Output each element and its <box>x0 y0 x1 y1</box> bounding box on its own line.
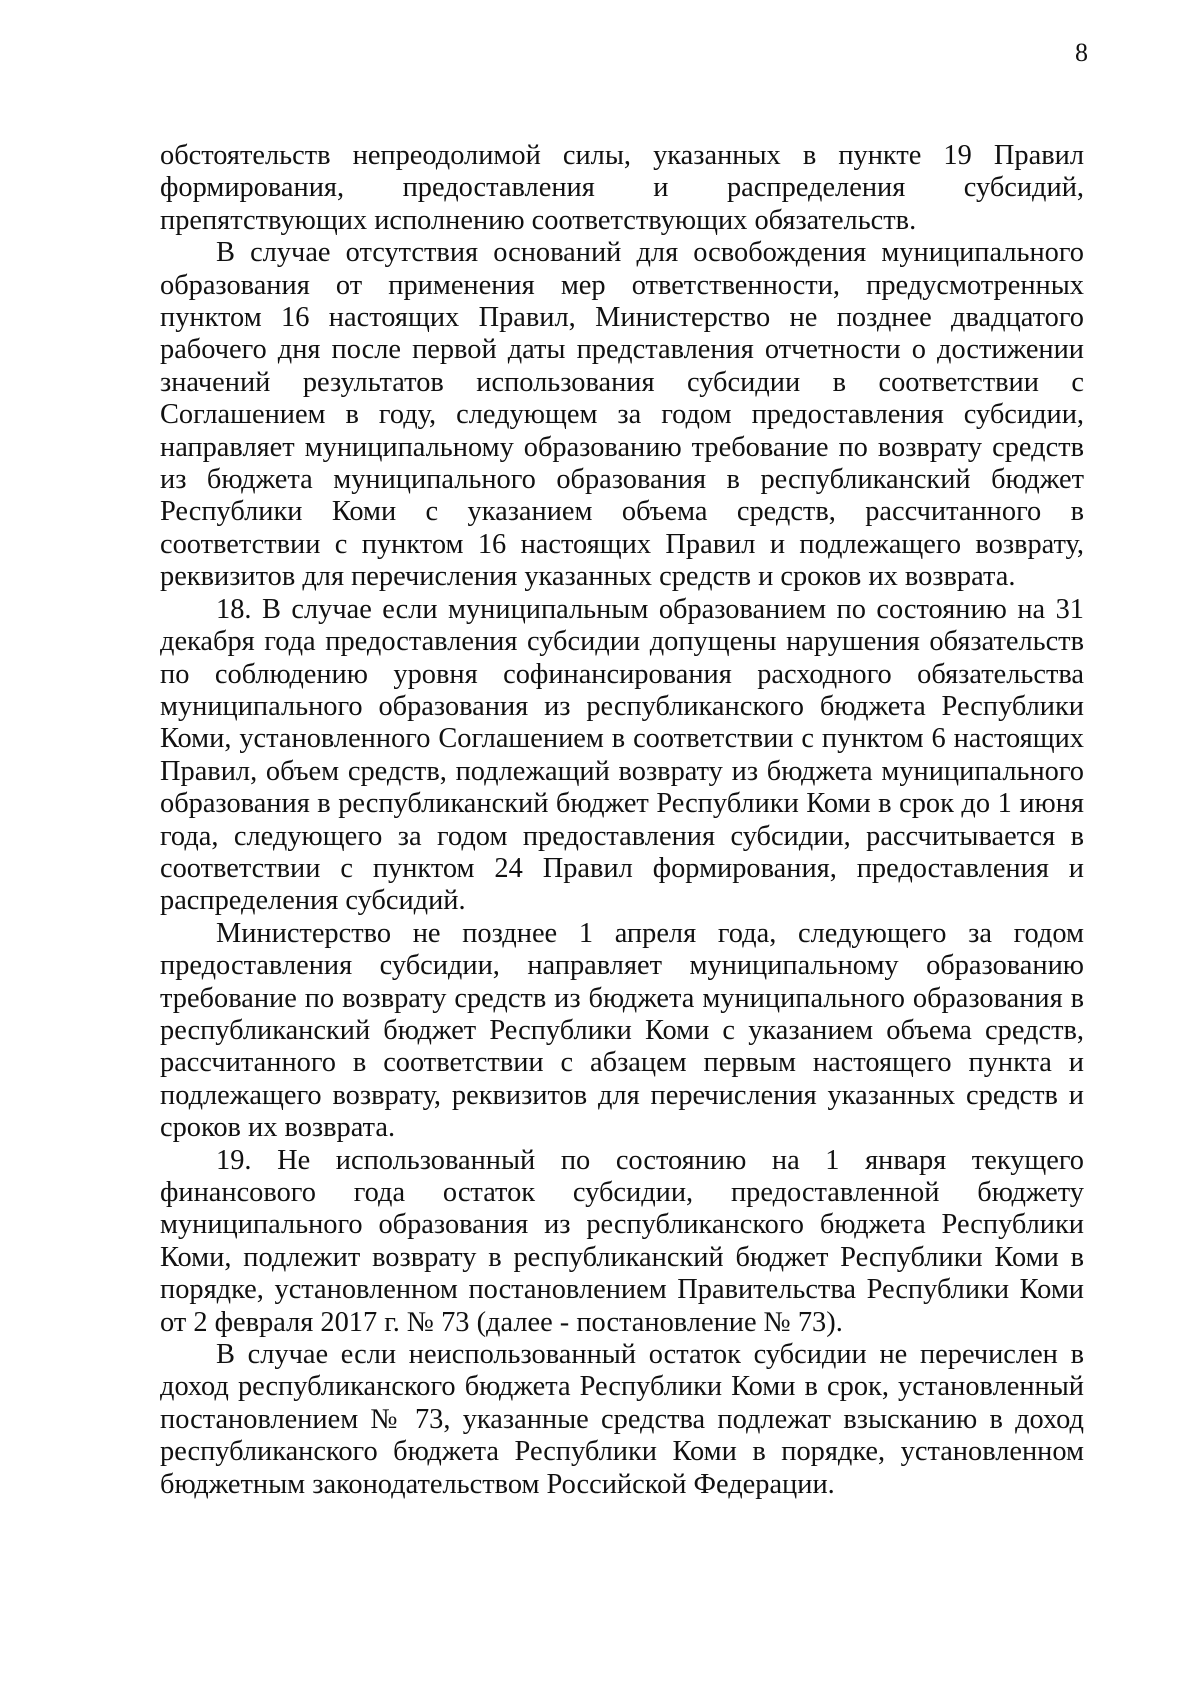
paragraph-unused-balance: В случае если неиспользованный остаток субсидии не перечислен в доход республиканского бюджета Республики Коми в срок, установленный постановлением № 73, указанные средства подлежат взысканию в доход республиканского бюджета Республики Коми в порядке, установленном бюджетным законодательством Российской Федерации. <box>160 1339 1084 1500</box>
paragraph-force-majeure-continuation: обстоятельств непреодолимой силы, указанных в пункте 19 Правил формирования, предоставления и распределения субсидий, препятствующих исполнению соответствующих обязательств. <box>160 140 1084 236</box>
paragraph-clause-19: 19. Не использованный по состоянию на 1 января текущего финансового года остаток субсидии, предоставленной бюджету муниципального образования из республиканского бюджета Республики Коми, подлежит возврату в республиканский бюджет Республики Коми в порядке, установленном постановлением Правительства Республики Коми от 2 февраля 2017 г. № 73 (далее - постановление № 73). <box>160 1144 1084 1338</box>
document-body <box>160 140 1084 1501</box>
paragraph-return-requirement: В случае отсутствия оснований для освобождения муниципального образования от применения мер ответственности, предусмотренных пунктом 16 настоящих Правил, Министерство не позднее двадцатого рабочего дня после первой даты представления отчетности о достижении значений результатов использования субсидии в соответствии с Соглашением в году, следующем за годом предоставления субсидии, направляет муниципальному образованию требование по возврату средств из бюджета муниципального образования в республиканский бюджет Республики Коми с указанием объема средств, рассчитанного в соответствии с пунктом 16 настоящих Правил и подлежащего возврату, реквизитов для перечисления указанных средств и сроков их возврата. <box>160 237 1084 593</box>
page-number: 8 <box>1075 38 1088 67</box>
paragraph-ministry-deadline: Министерство не позднее 1 апреля года, следующего за годом предоставления субсидии, направляет муниципальному образованию требование по возврату средств из бюджета муниципального образования в республиканский бюджет Республики Коми с указанием объема средств, рассчитанного в соответствии с абзацем первым настоящего пункта и подлежащего возврату, реквизитов для перечисления указанных средств и сроков их возврата. <box>160 917 1084 1144</box>
paragraph-clause-18: 18. В случае если муниципальным образованием по состоянию на 31 декабря года предоставления субсидии допущены нарушения обязательств по соблюдению уровня софинансирования расходного обязательства муниципального образования из республиканского бюджета Республики Коми, установленного Соглашением в соответствии с пунктом 6 настоящих Правил, объем средств, подлежащий возврату из бюджета муниципального образования в республиканский бюджет Республики Коми в срок до 1 июня года, следующего за годом предоставления субсидии, рассчитывается в соответствии с пунктом 24 Правил формирования, предоставления и распределения субсидий. <box>160 593 1084 917</box>
